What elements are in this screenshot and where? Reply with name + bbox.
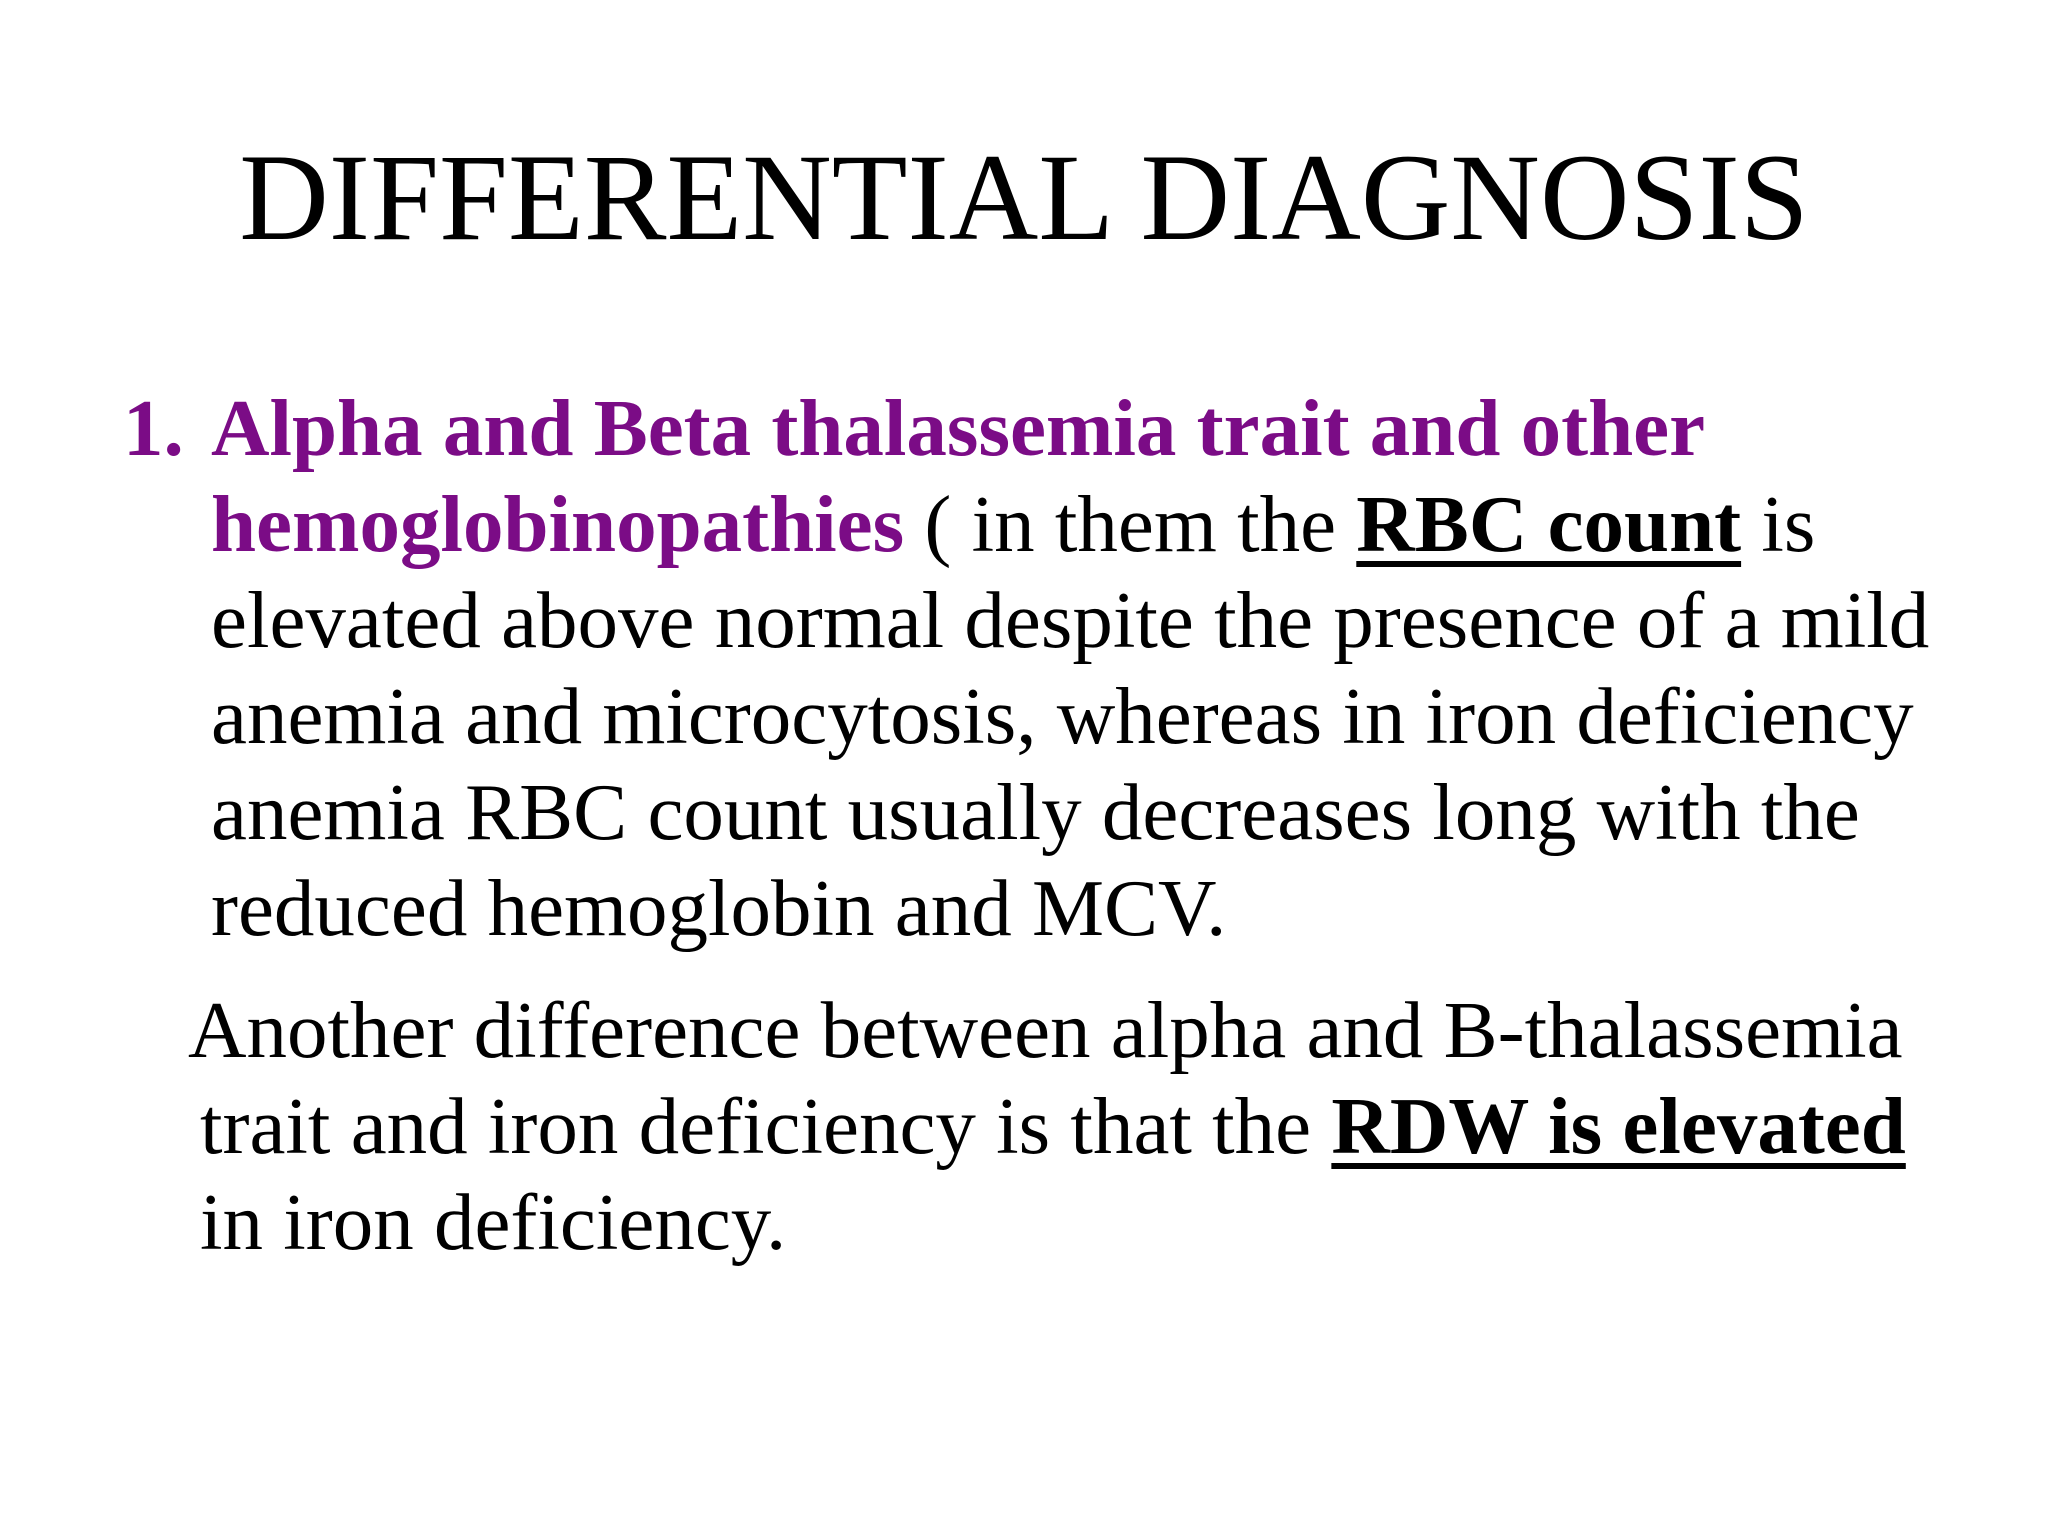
item-heading: Alpha and Beta thalassemia trait and other hemoglobinopathies [211, 383, 1704, 569]
rbc-count-emphasis: RBC count [1356, 479, 1742, 569]
list-item-number: 1. [123, 383, 184, 473]
item-text-b: is elevated above normal despite the presence of a mild anemia and microcytosis, whereas in iron deficiency anemia RBC count usually decreases long with the reduced hemoglobin and MCV. [211, 479, 1930, 953]
paragraph-2-text-a: Another difference between alpha and B-thalassemia trait and iron deficiency is that the [188, 985, 1903, 1171]
list-item-body [211, 380, 1953, 956]
rdw-elevated-emphasis: RDW is elevated [1331, 1081, 1906, 1171]
paragraph-2 [188, 982, 1950, 1270]
list-item-1 [123, 380, 1953, 956]
slide-title: DIFFERENTIAL DIAGNOSIS [239, 129, 1809, 266]
item-text-a: ( in them the [904, 479, 1357, 569]
paragraph-2-text-b: in iron deficiency. [200, 1177, 787, 1267]
